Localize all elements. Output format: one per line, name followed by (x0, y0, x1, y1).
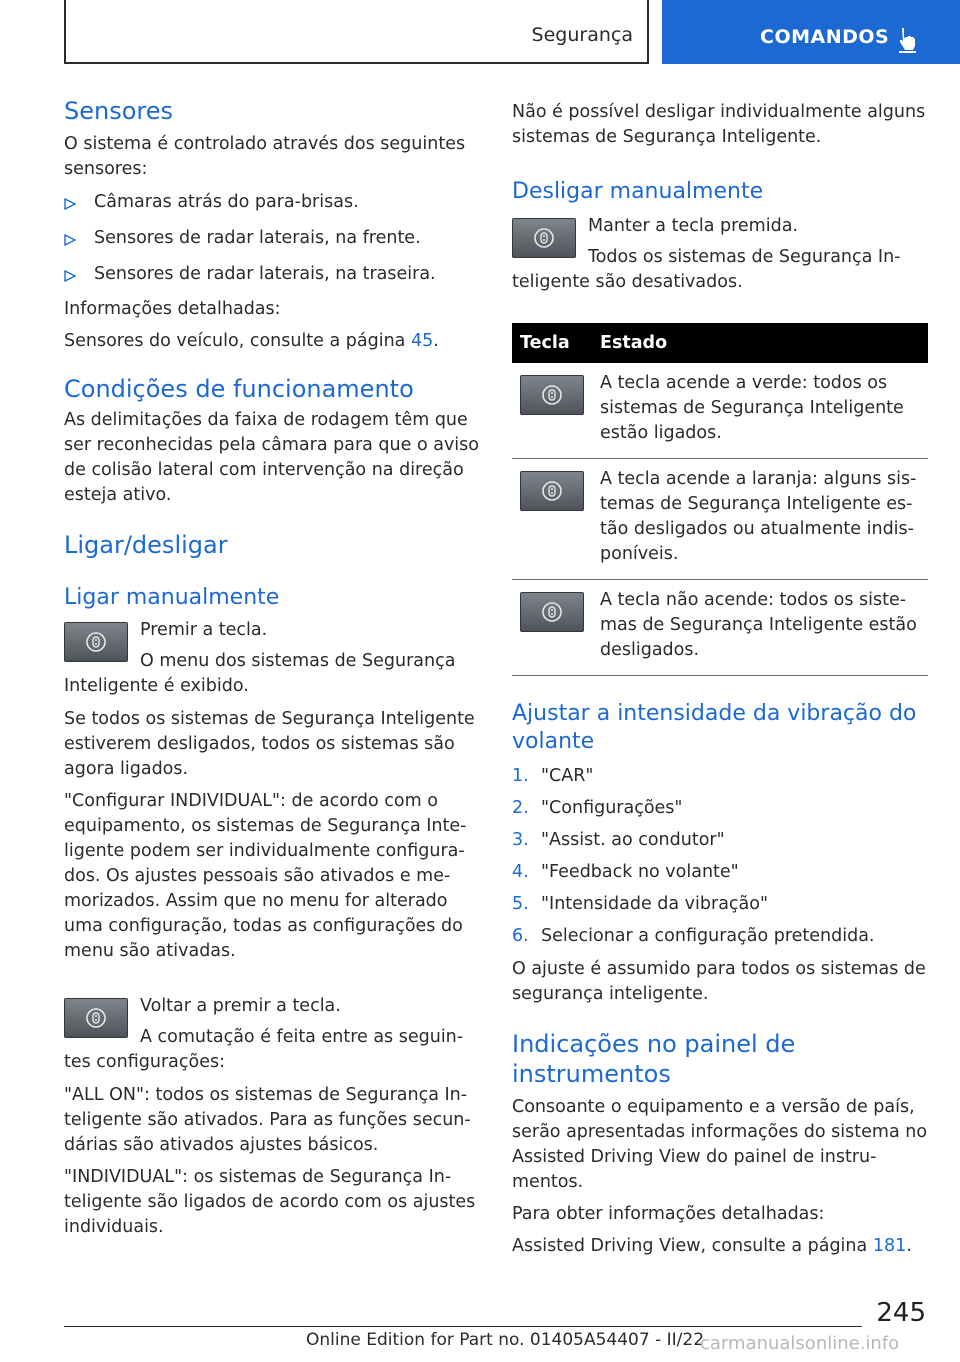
heading-ligar-manualmente: Ligar manualmente (64, 585, 280, 610)
todos-desativados-text: Todos os sistemas de Segurança Inteligente são desativados. (512, 247, 901, 292)
para-obter-text: Para obter informações detalhadas: (512, 1204, 825, 1224)
table-cell-state: A tecla acende a verde: todos os sistemas de Segurança Inteligente estão ligados. (592, 363, 928, 459)
page-number: 245 (876, 1298, 926, 1328)
triangle-bullet-icon (64, 198, 76, 210)
heading-condicoes: Condições de funcionamento (64, 375, 414, 403)
table-header-state: Estado (592, 323, 928, 363)
table-header-row (512, 323, 928, 363)
header-chapter-title: COMANDOS (760, 26, 890, 48)
consoante-text: Consoante o equipamento e a versão de país, serão apresentadas informações do sistema no Assisted Driving View do painel de instrumentos. (512, 1097, 928, 1192)
footer-divider (64, 1326, 862, 1327)
table-cell-state: A tecla acende a laranja: alguns sistemas de Segurança Inteligente estão desligados ou atualmente indisponíveis. (592, 459, 928, 580)
menu-text: O menu dos sistemas de Segurança Inteligente é exibido. (64, 651, 456, 696)
list-item: 5. "Intensidade da vibração" (512, 894, 769, 914)
list-item: Sensores de radar laterais, na traseira. (64, 262, 482, 290)
heading-indicacoes: Indicações no painel de instrumentos (512, 1030, 796, 1088)
list-item: 2. "Configurações" (512, 798, 683, 818)
nao-possivel-text: Não é possível desligar individualmente alguns sistemas de Segurança Inteligente. (512, 102, 926, 147)
safety-button-icon (512, 218, 576, 258)
safety-button-icon (64, 998, 128, 1038)
header-section-box (64, 0, 649, 64)
header-chapter-box (662, 0, 960, 64)
info-label: Informações detalhadas: (64, 299, 281, 319)
footer-edition: Online Edition for Part no. 01405A54407 - II/22 (306, 1330, 705, 1350)
table-header-key: Tecla (512, 323, 592, 363)
heading-ligar-desligar: Ligar/desligar (64, 531, 228, 559)
heading-ajustar-vibracao: Ajustar a intensidade da vibração do volante (512, 701, 917, 754)
list-item: 4. "Feedback no volante" (512, 862, 739, 882)
table-row (512, 363, 928, 459)
condicoes-text: As delimitações da faixa de rodagem têm que ser reconhecidas pela câmara para que o aviso de colisão lateral com intervenção na direção esteja ativo. (64, 410, 479, 505)
voltar-text: Voltar a premir a tecla. (140, 996, 341, 1016)
key-row-voltar (64, 994, 482, 1075)
safety-button-icon (520, 592, 584, 632)
steps-list (512, 764, 930, 949)
ajuste-text: O ajuste é assumido para todos os sistemas de segurança inteligente. (512, 959, 926, 1004)
right-column (512, 100, 930, 1259)
table-row (512, 580, 928, 676)
hand-pointer-icon (894, 24, 924, 54)
page-link-45[interactable]: 45 (410, 331, 434, 351)
key-row-premir (64, 618, 482, 699)
sensores-intro: O sistema é controlado através dos seguintes sensores: (64, 134, 466, 179)
page-link-181[interactable]: 181 (872, 1236, 907, 1256)
sensores-list (64, 190, 482, 290)
allon-text: "ALL ON": todos os sistemas de Segurança Inteligente são ativados. Para as funções secundárias são ativados ajustes básicos. (64, 1085, 471, 1155)
sensors-reference: Sensores do veículo, consulte a página 45. (64, 331, 439, 351)
key-state-table (512, 323, 928, 676)
header-section-title: Segurança (531, 24, 633, 46)
heading-desligar-manualmente: Desligar manualmente (512, 179, 764, 204)
comutacao-text: A comutação é feita entre as seguintes configurações: (64, 1027, 464, 1072)
list-item: 1. "CAR" (512, 766, 594, 786)
left-column (64, 96, 482, 1240)
safety-button-icon (64, 622, 128, 662)
manter-text: Manter a tecla premida. (588, 216, 798, 236)
triangle-bullet-icon (64, 234, 76, 246)
watermark: carmanualsonline.info (700, 1333, 900, 1354)
list-item: Sensores de radar laterais, na frente. (64, 226, 482, 254)
triangle-bullet-icon (64, 270, 76, 282)
table-cell-state: A tecla não acende: todos os sistemas de Segurança Inteligente estão desligados. (592, 580, 928, 676)
safety-button-icon (520, 375, 584, 415)
list-item: 6. Selecionar a configuração pretendida. (512, 926, 875, 946)
premir-text: Premir a tecla. (140, 620, 268, 640)
heading-sensores: Sensores (64, 97, 174, 125)
adv-reference: Assisted Driving View, consulte a página 181. (512, 1236, 912, 1256)
individual-text: "INDIVIDUAL": os sistemas de Segurança Inteligente são ligados de acordo com os ajustes individuais. (64, 1167, 476, 1237)
safety-button-icon (520, 471, 584, 511)
configurar-text: "Configurar INDIVIDUAL": de acordo com o equipamento, os sistemas de Segurança Inteligente podem ser individualmente configurados. Os ajustes pessoais são ativados e memorizados. Assim que no menu for alterado uma configuração, todas as configurações do menu são ativadas. (64, 791, 467, 961)
se-todos-text: Se todos os sistemas de Segurança Inteligente estiverem desligados, todos os sistemas são agora ligados. (64, 709, 475, 779)
list-item: Câmaras atrás do para-brisas. (64, 190, 482, 218)
key-row-manter (512, 214, 930, 295)
list-item: 3. "Assist. ao condutor" (512, 830, 725, 850)
table-row (512, 459, 928, 580)
